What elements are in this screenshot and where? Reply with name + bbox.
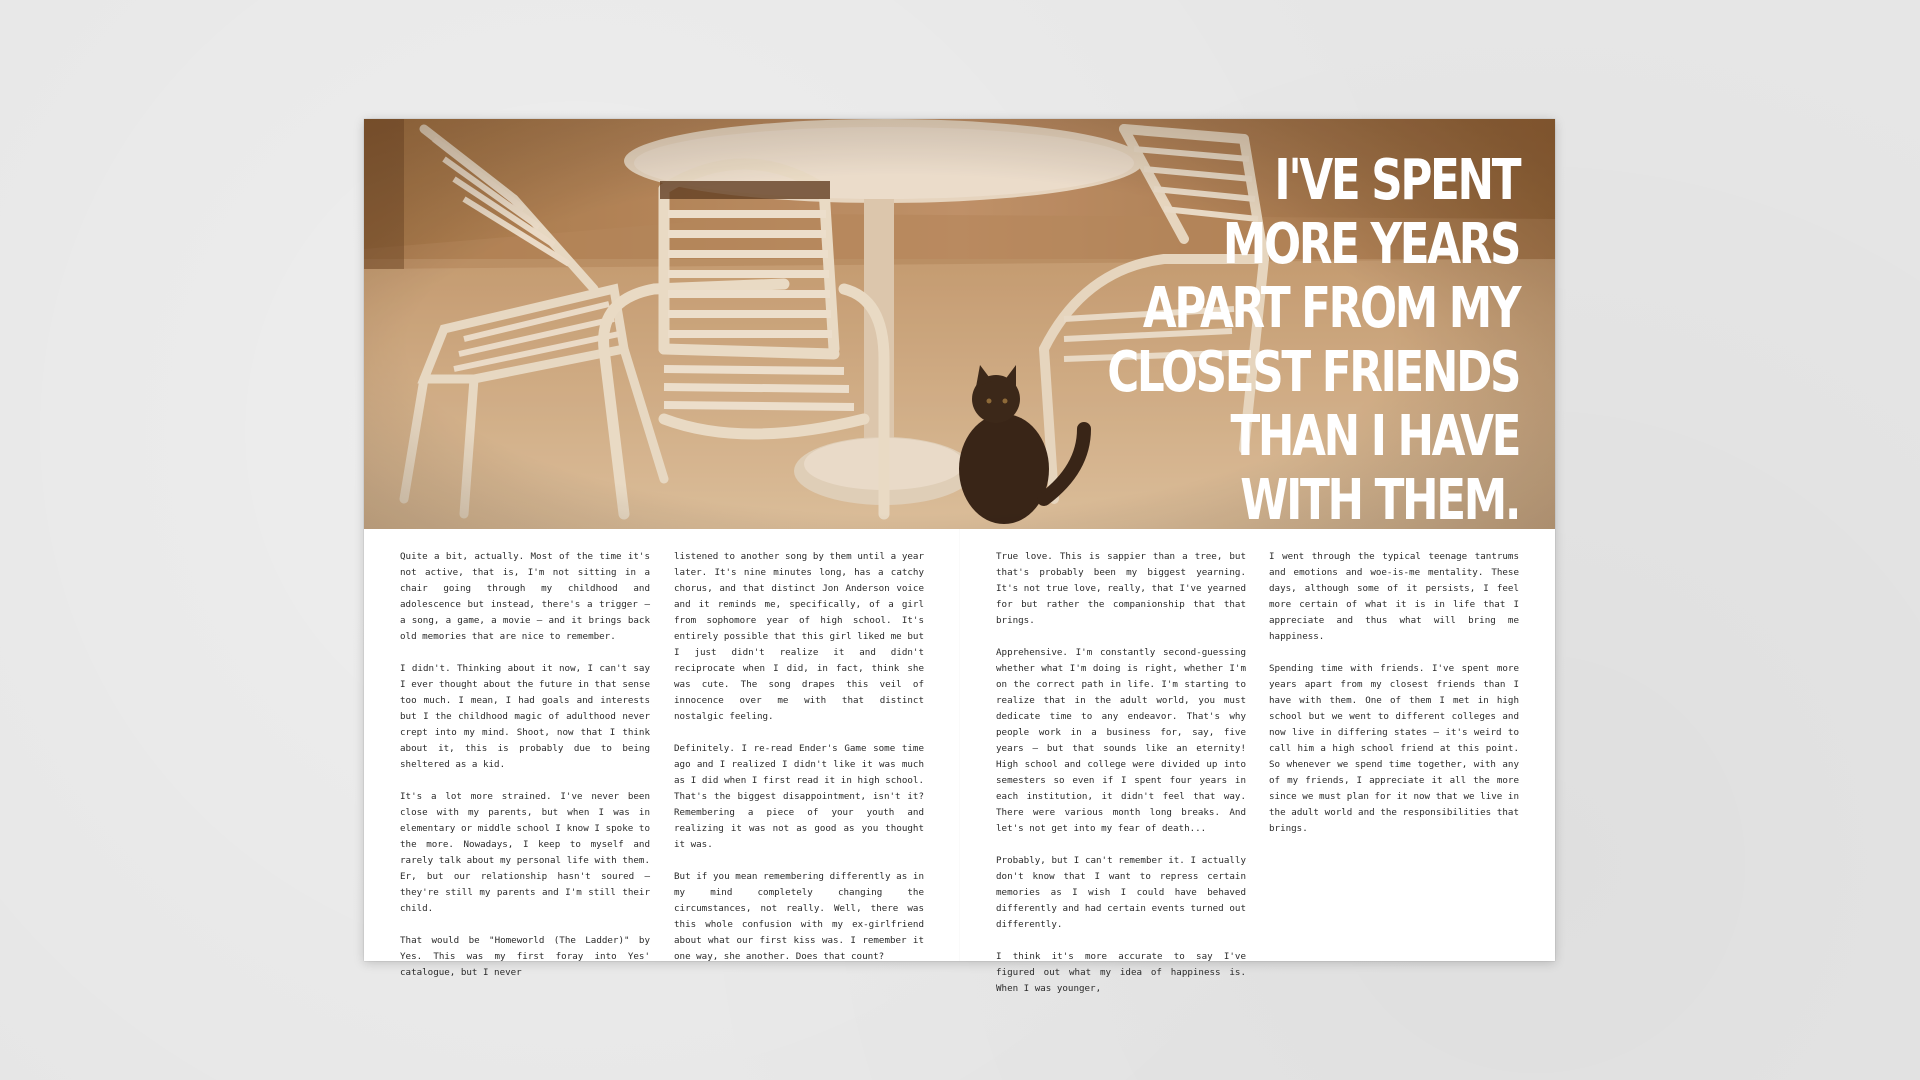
paragraph: Apprehensive. I'm constantly second-guessing whether what I'm doing is right, whether I'm on the correct path in life. I'm starting to realize that in the adult world, you must dedicate time to any endeavor. That's why people work in a business for, say, five years – but that sounds like an eternity! High school and college were divided up into semesters so even if I spent four years in each institution, it didn't feel that way. There were various month long breaks. And let's not get into my fear of death... [996,647,1246,834]
paragraph: I think it's more accurate to say I've figured out what my idea of happiness is. When I was younger, [996,951,1246,994]
paragraph: listened to another song by them until a year later. It's nine minutes long, has a catchy chorus, and that distinct Jon Anderson voice and it reminds me, specifically, of a girl from sophomore year of high school. It's entirely possible that this girl liked me but I just didn't realize it and didn't reciprocate when I did, in fact, think she was cute. The song drapes this veil of innocence over me with that distinct nostalgic feeling. [674,551,924,722]
paragraph: I went through the typical teenage tantrums and emotions and woe-is-me mentality. These days, although some of it persists, I feel more certain of what it is in life that I appreciate and thus what will bring me happiness. [1269,551,1519,642]
patio-photo [364,119,1555,533]
paragraph: Definitely. I re-read Ender's Game some time ago and I realized I didn't like it was much as I did when I first read it in high school. That's the biggest disappointment, isn't it? Remembering a piece of your youth and realizing it was not as good as you thought it was. [674,743,924,850]
paragraph: That would be "Homeworld (The Ladder)" by Yes. This was my first foray into Yes' catalogue, but I never [400,935,650,978]
paragraph: Spending time with friends. I've spent more years apart from my closest friends than I have with them. One of them I met in high school but we went to different colleges and now live in differing states – it's weird to call him a high school friend at this point. So whenever we spend time together, with any of my friends, I appreciate it all the more since we must plan for it now that we live in the adult world and the responsibilities that brings. [1269,663,1519,834]
headline-line: I'VE SPENT [1274,148,1519,213]
page-gutter [959,529,960,961]
headline-line: WITH THEM. [1240,468,1519,533]
headline-line: CLOSEST FRIENDS [1107,340,1519,405]
paragraph: But if you mean remembering differently as in my mind completely changing the circumstances, not really. Well, there was this whole confusion with my ex-girlfriend about what our first kiss was. I remember it one way, she another. Does that count? [674,871,924,962]
text-column-2 [674,549,924,981]
headline-line: APART FROM MY [1142,276,1519,341]
text-column-1 [400,549,650,997]
paragraph: Quite a bit, actually. Most of the time it's not active, that is, I'm not sitting in a chair going through my childhood and adolescence but instead, there's a trigger – a song, a game, a movie – and it brings back old memories that are nice to remember. [400,551,650,642]
paragraph: It's a lot more strained. I've never been close with my parents, but when I was in elementary or middle school I know I spoke to the more. Nowadays, I keep to myself and rarely talk about my personal life with them. Er, but our relationship hasn't soured – they're still my parents and I'm still their child. [400,791,650,914]
text-column-3 [996,549,1246,1013]
headline [1107,149,1519,533]
paragraph: True love. This is sappier than a tree, but that's probably been my biggest yearning. It's not true love, really, that I've yearned for but rather the companionship that that brings. [996,551,1246,626]
headline-line: THAN I HAVE [1230,404,1519,469]
text-column-4 [1269,549,1519,853]
headline-line: MORE YEARS [1222,212,1519,277]
paragraph: Probably, but I can't remember it. I actually don't know that I want to repress certain memories as I wish I could have behaved differently and had certain events turned out differently. [996,855,1246,930]
paragraph: I didn't. Thinking about it now, I can't say I ever thought about the future in that sense too much. I mean, I had goals and interests but I the childhood magic of adulthood never crept into my mind. Shoot, now that I think about it, this is probably due to being sheltered as a kid. [400,663,650,770]
magazine-spread [364,119,1555,994]
